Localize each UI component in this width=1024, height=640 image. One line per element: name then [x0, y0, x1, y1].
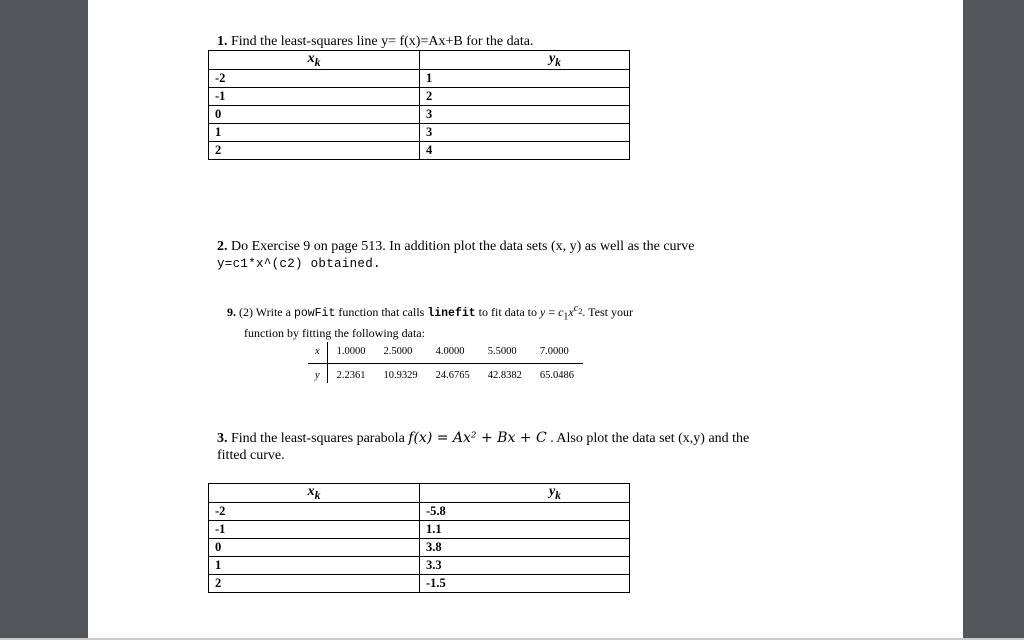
question-3-number: 3.	[217, 431, 228, 446]
question-1-text: Find the least-squares line y= f(x)=Ax+B for the data.	[231, 34, 534, 49]
xk-header: $x_k$	[209, 51, 420, 70]
table-row: -1 1.1	[209, 520, 630, 538]
xk-header: $x_k$	[209, 484, 420, 503]
question-2-text: Do Exercise 9 on page 513. In addition plot the data sets (x, y) as well as the curve	[231, 239, 695, 254]
question-1-number: 1.	[217, 34, 228, 49]
fit-data-table	[308, 342, 583, 383]
exercise-9: 9. (2) Write a powFit function that calls linefit to fit data to $y = c_1x^{c_2}$. Test your function by fitting the following data:	[227, 303, 633, 341]
linefit-code: linefit	[427, 307, 476, 320]
question-3: 3. Find the least-squares parabola f(x) = Ax² + Bx + C . Also plot the data set (x,y) and the fitted curve.	[217, 430, 750, 463]
table-row: 2 -1.5	[209, 574, 630, 592]
table-row: 1 3.3	[209, 556, 630, 574]
table-header	[209, 51, 630, 70]
question-2-code: y=c1*x^(c2) obtained.	[217, 257, 381, 271]
table-row: x 1.0000 2.5000 4.0000 5.5000 7.0000	[308, 342, 583, 364]
exercise-number: 9.	[227, 305, 236, 319]
table-row: y 2.2361 10.9329 24.6765 42.8382 65.0486	[308, 364, 583, 384]
table-row: -1 2	[209, 87, 630, 105]
q3-table	[208, 483, 630, 593]
table-row: -2 1	[209, 69, 630, 87]
yk-header: $y_k$	[420, 484, 630, 503]
question-2-number: 2.	[217, 239, 228, 254]
exercise-text-line2: function by fitting the following data:	[244, 326, 425, 341]
powfit-code: powFit	[293, 307, 336, 320]
table-row: -2 -5.8	[209, 502, 630, 520]
table-row: 2 4	[209, 141, 630, 159]
q1-table	[208, 50, 630, 160]
document-page	[88, 0, 963, 640]
question-2	[217, 238, 694, 273]
question-1	[217, 33, 533, 50]
yk-header: $y_k$	[420, 51, 630, 70]
parabola-formula: f(x) = Ax² + Bx + C	[408, 430, 547, 446]
table-row: 0 3	[209, 105, 630, 123]
table-row: 1 3	[209, 123, 630, 141]
table-row: 0 3.8	[209, 538, 630, 556]
table-header	[209, 484, 630, 503]
